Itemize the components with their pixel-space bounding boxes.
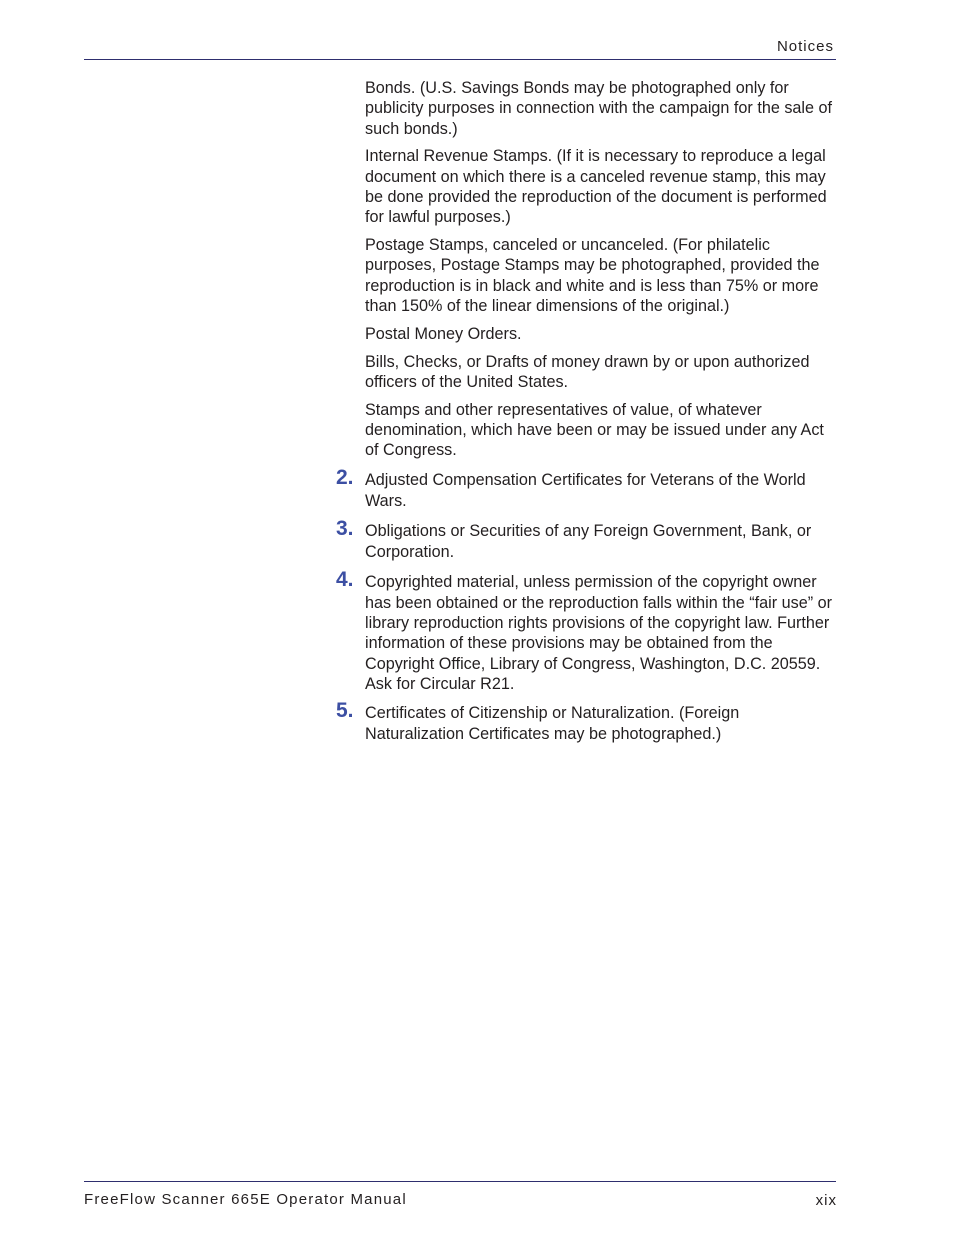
list-item-number: 3.: [336, 516, 354, 540]
list-item-text: Obligations or Securities of any Foreign Government, Bank, or Corporation.: [365, 521, 812, 562]
list-item-number: 2.: [336, 465, 354, 489]
paragraph-revenue-stamps: Internal Revenue Stamps. (If it is necessary to reproduce a legal document on which there is a canceled revenue stamp, this may be done provided the reproduction of the document is performed for lawful purposes.): [365, 147, 827, 227]
list-item-number: 4.: [336, 568, 354, 592]
paragraph-postage-stamps: Postage Stamps, canceled or uncanceled. (For philatelic purposes, Postage Stamps may be photographed, provided the reproduction is in black and white and is less than 75% or more than 150% of the linear dimensions of the original.): [365, 236, 820, 315]
paragraph-bonds: Bonds. (U.S. Savings Bonds may be photographed only for publicity purposes in connection with the campaign for the sale of such bonds.): [365, 79, 833, 138]
list-item: [336, 516, 840, 563]
paragraph-bills-checks: Bills, Checks, or Drafts of money drawn by or upon authorized officers of the United States.: [365, 352, 810, 391]
footer-divider: [84, 1181, 836, 1182]
list-item: [336, 465, 840, 512]
list-item: [336, 568, 840, 694]
footer-manual-title: FreeFlow Scanner 665E Operator Manual: [84, 1191, 407, 1208]
header-section-title: Notices: [776, 38, 834, 55]
page-number: xix: [815, 1192, 837, 1209]
list-item-text: Copyrighted material, unless permission of the copyright owner has been obtained or the reproduction falls within the “fair use” or library reproduction rights provisions of the copyright law. Further information of these provisions may be obtained from the Copyright Office, Library of Congress, Washington, D.C. 20559. Ask for Circular R21.: [365, 573, 833, 693]
list-item-number: 5.: [336, 699, 354, 723]
list-item-text: Certificates of Citizenship or Naturalization. (Foreign Naturalization Certificates may be photographed.): [365, 704, 740, 744]
list-item: [336, 699, 840, 745]
paragraph-money-orders: Postal Money Orders.: [365, 324, 522, 343]
header-divider: [84, 59, 836, 60]
list-item-text: Adjusted Compensation Certificates for Veterans of the World Wars.: [365, 470, 806, 510]
main-content: [336, 78, 840, 755]
paragraph-stamps-value: Stamps and other representatives of value, of whatever denomination, which have been or may be issued under any Act of Congress.: [365, 400, 824, 460]
